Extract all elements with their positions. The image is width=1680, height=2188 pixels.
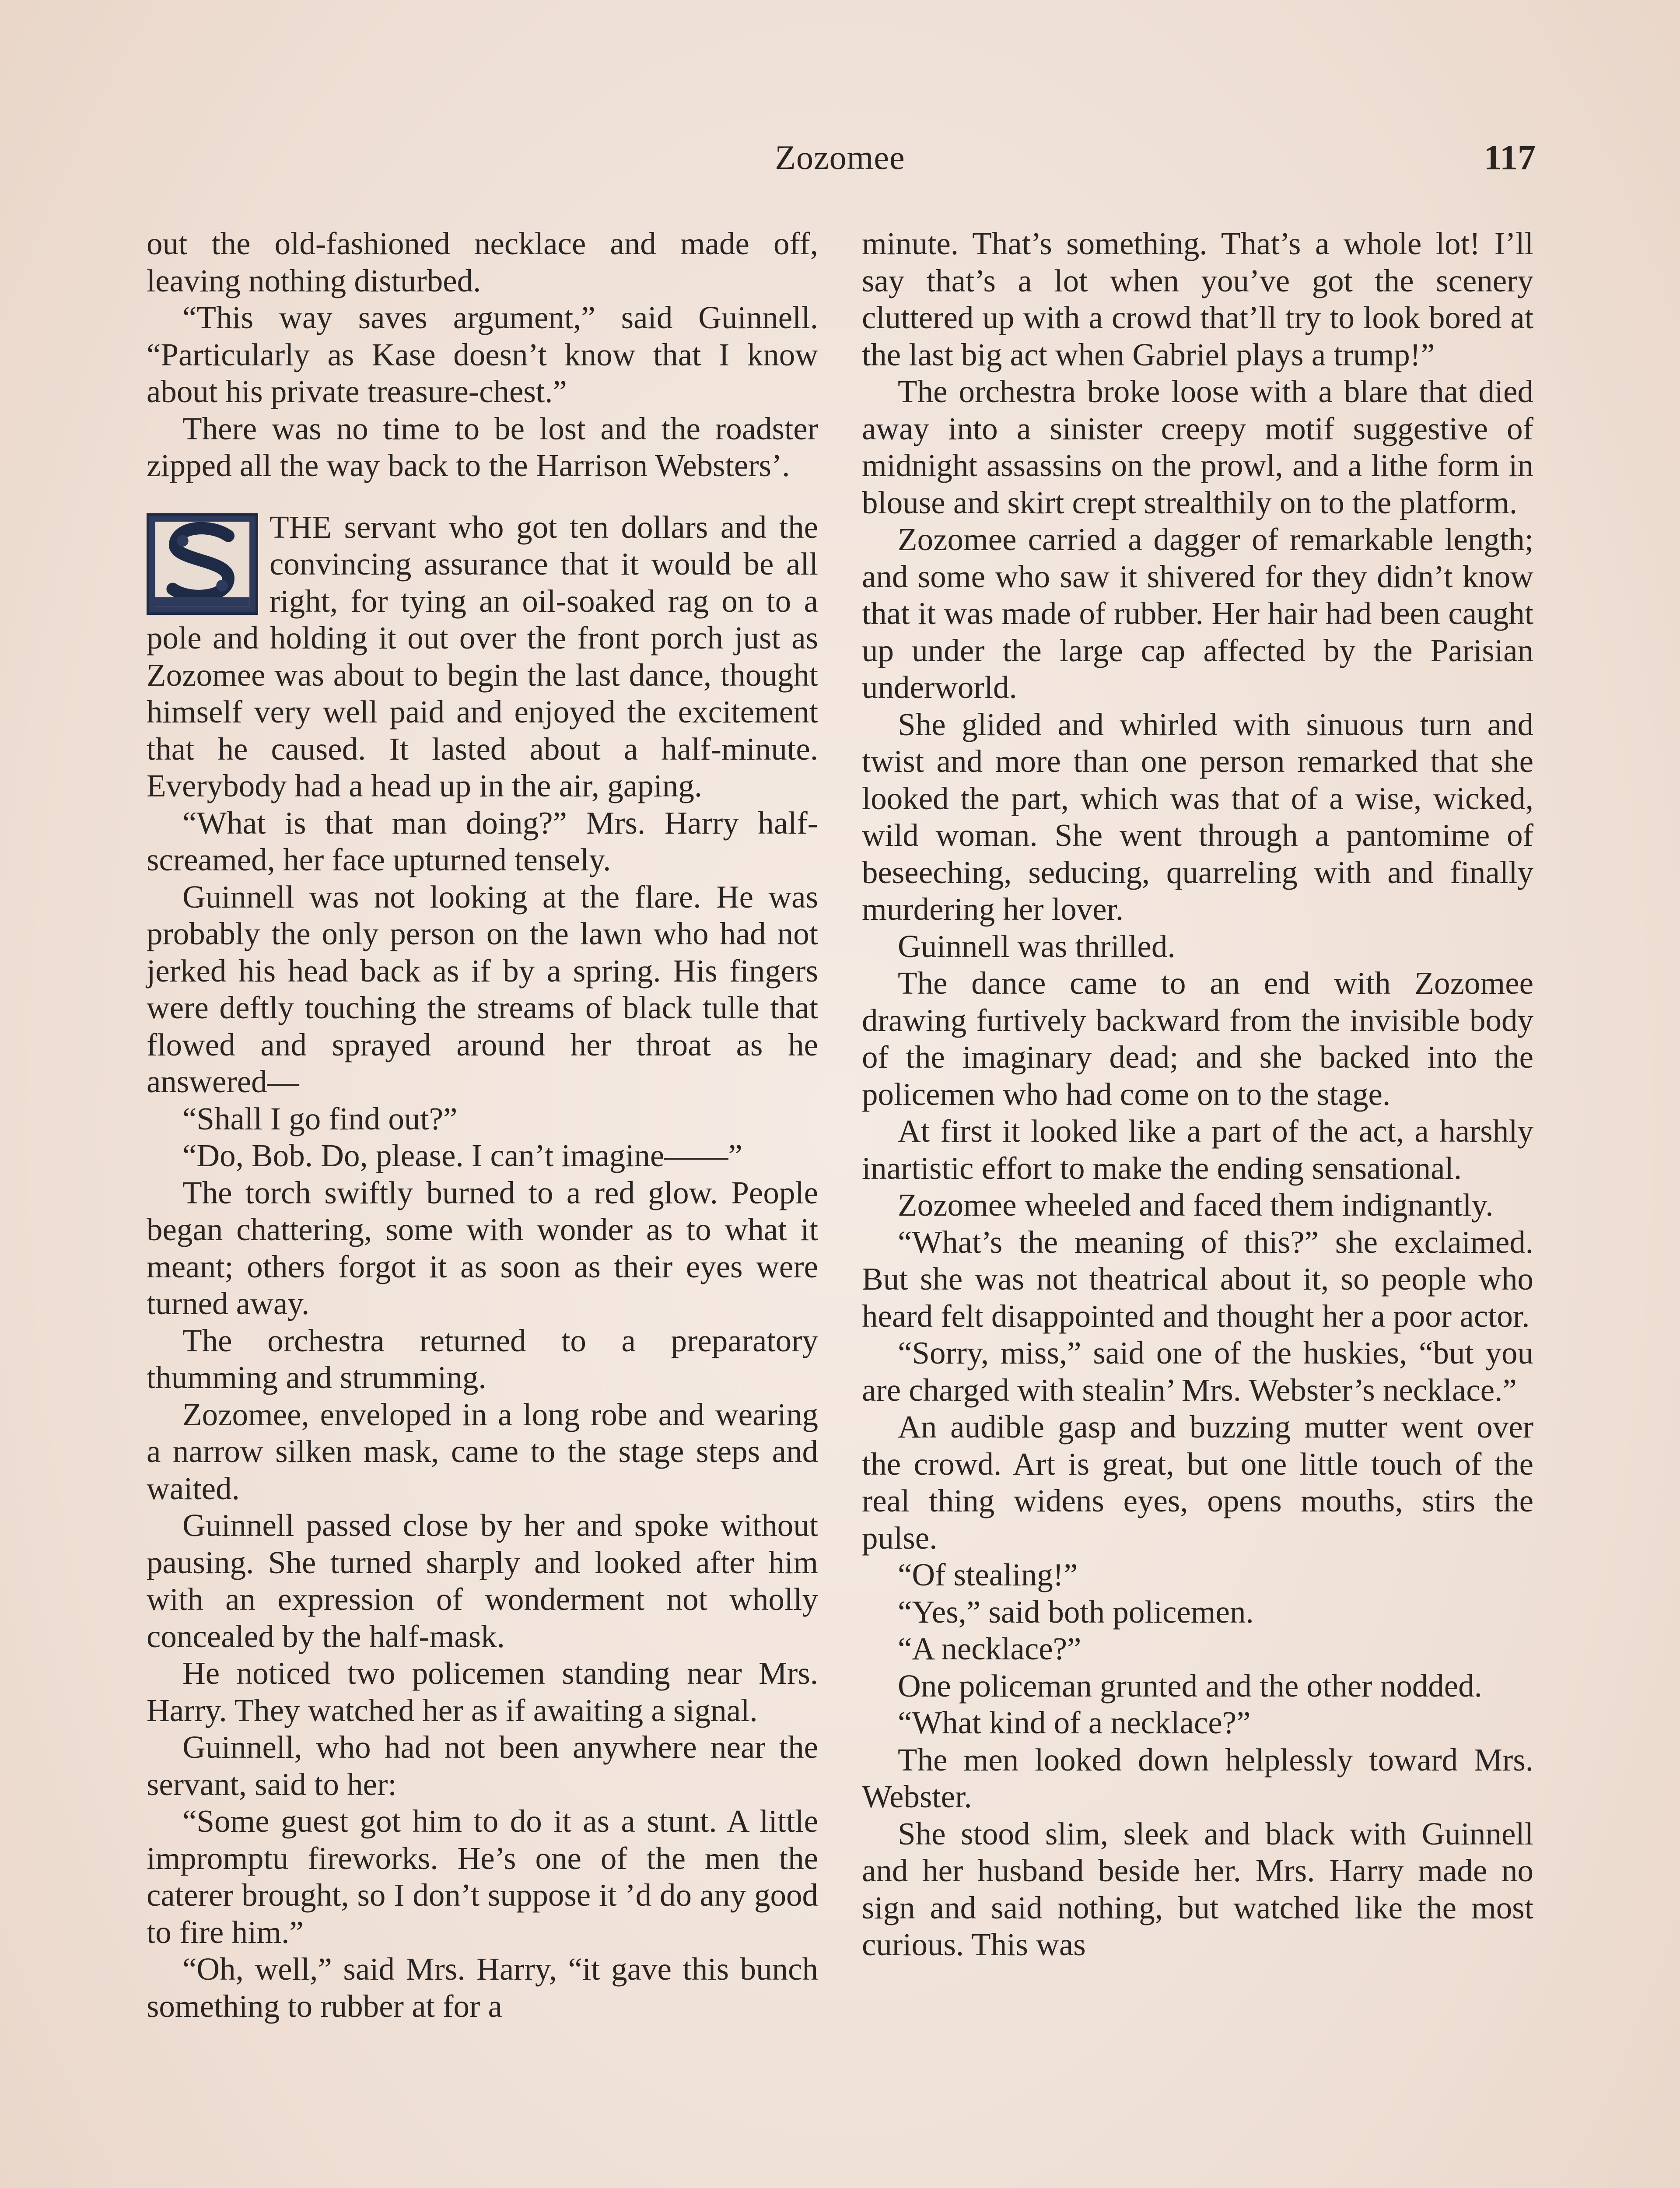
- paragraph: “Yes,” said both policemen.: [898, 1594, 1254, 1630]
- paragraph: “This way saves argument,” said Guinnell. “Particularly as Kase doesn’t know that I know about his private treasure-chest.”: [147, 300, 818, 409]
- dropcap-ornament: [147, 513, 258, 615]
- paragraph: Guinnell was thrilled.: [898, 928, 1176, 964]
- paragraph: “What is that man doing?” Mrs. Harry half-screamed, her face upturned tensely.: [147, 805, 818, 877]
- paragraph: The torch swiftly burned to a red glow. People began chattering, some with wonder as to what it meant; others forgot it as soon as their eyes were turned away.: [147, 1175, 818, 1321]
- paragraph: The men looked down helplessly toward Mrs. Webster.: [862, 1742, 1533, 1814]
- paragraph: “Sorry, miss,” said one of the huskies, “but you are charged with stealin’ Mrs. Webster’s necklace.”: [862, 1335, 1533, 1408]
- paragraph: “A necklace?”: [898, 1631, 1082, 1666]
- paragraph: Guinnell was not looking at the flare. He was probably the only person on the lawn who had not jerked his head back as if by a spring. His fingers were deftly touching the streams of black tulle that flowed and sprayed around her throat as he answered—: [147, 879, 818, 1099]
- section-text: THE servant who got ten dollars and the convincing assurance that it would be all right, for tying an oil-soaked rag on to a pole and holding it out over the front porch just as Zozomee was about to begin the last dance, thought himself very well paid and enjoyed the excitement that he caused. It lasted about a half-minute. Everybody had a head up in the air, gaping.: [147, 509, 818, 803]
- paragraph: He noticed two policemen standing near Mrs. Harry. They watched her as if awaiting a signal.: [147, 1655, 818, 1728]
- paragraph: “Oh, well,” said Mrs. Harry, “it gave this bunch something to rubber at for a: [147, 1951, 818, 2024]
- dropcap-s-icon: [149, 516, 256, 612]
- paragraph: Guinnell passed close by her and spoke without pausing. She turned sharply and looked after him with an expression of wonderment not wholly concealed by the half-mask.: [147, 1508, 818, 1654]
- paragraph: There was no time to be lost and the roadster zipped all the way back to the Harrison Websters’.: [147, 410, 818, 483]
- paragraph: An audible gasp and buzzing mutter went over the crowd. Art is great, but one little touch of the real thing widens eyes, opens mouths, stirs the pulse.: [862, 1409, 1533, 1556]
- paragraph: Zozomee carried a dagger of remarkable length; and some who saw it shivered for they didn’t know that it was made of rubber. Her hair had been caught up under the large cap affected by the Parisian underworld.: [862, 522, 1533, 705]
- paragraph: She glided and whirled with sinuous turn and twist and more than one person remarked that she looked the part, which was that of a wise, wicked, wild woman. She went through a pantomime of beseeching, seducing, quarreling with and finally murdering her lover.: [862, 706, 1533, 927]
- paragraph: “Shall I go find out?”: [182, 1101, 458, 1136]
- paragraph: “Some guest got him to do it as a stunt. A little impromptu fireworks. He’s one of the men the caterer brought, so I don’t suppose it ’d do any good to fire him.”: [147, 1803, 818, 1950]
- page-number: 117: [1484, 137, 1536, 177]
- right-column: [862, 225, 1533, 1964]
- paragraph: minute. That’s something. That’s a whole lot! I’ll say that’s a lot when you’ve got the scenery cluttered up with a crowd that’ll try to look bored at the last big act when Gabriel plays a trump!”: [862, 226, 1533, 372]
- paragraph: One policeman grunted and the other nodded.: [898, 1668, 1482, 1704]
- paragraph: out the old-fashioned necklace and made off, leaving nothing disturbed.: [147, 226, 818, 298]
- paragraph: At first it looked like a part of the act, a harshly inartistic effort to make the ending sensational.: [862, 1113, 1533, 1186]
- paragraph: Zozomee wheeled and faced them indignantly.: [898, 1187, 1494, 1223]
- paragraph: The orchestra broke loose with a blare that died away into a sinister creepy motif suggestive of midnight assassins on the prowl, and a lithe form in blouse and skirt crept strealthily on to the platform.: [862, 374, 1533, 520]
- left-column: [147, 225, 818, 2025]
- running-title: Zozomee: [775, 138, 905, 176]
- paragraph: She stood slim, sleek and black with Guinnell and her husband beside her. Mrs. Harry made no sign and said nothing, but watched like the most curious. This was: [862, 1816, 1533, 1962]
- page-header: [144, 131, 1536, 193]
- paragraph: “Of stealing!”: [898, 1557, 1078, 1592]
- paragraph: “What’s the meaning of this?” she exclaimed. But she was not theatrical about it, so people who heard felt disappointed and thought her a poor actor.: [862, 1224, 1533, 1334]
- paragraph: “Do, Bob. Do, please. I can’t imagine——”: [182, 1138, 742, 1173]
- paragraph: “What kind of a necklace?”: [898, 1705, 1251, 1740]
- section-start-paragraph: [147, 509, 818, 805]
- paragraph: Guinnell, who had not been anywhere near the servant, said to her:: [147, 1729, 818, 1802]
- paragraph: The dance came to an end with Zozomee drawing furtively backward from the invisible body of the imaginary dead; and she backed into the policemen who had come on to the stage.: [862, 965, 1533, 1112]
- paragraph: Zozomee, enveloped in a long robe and wearing a narrow silken mask, came to the stage steps and waited.: [147, 1396, 818, 1506]
- paragraph: The orchestra returned to a preparatory thumming and strumming.: [147, 1322, 818, 1395]
